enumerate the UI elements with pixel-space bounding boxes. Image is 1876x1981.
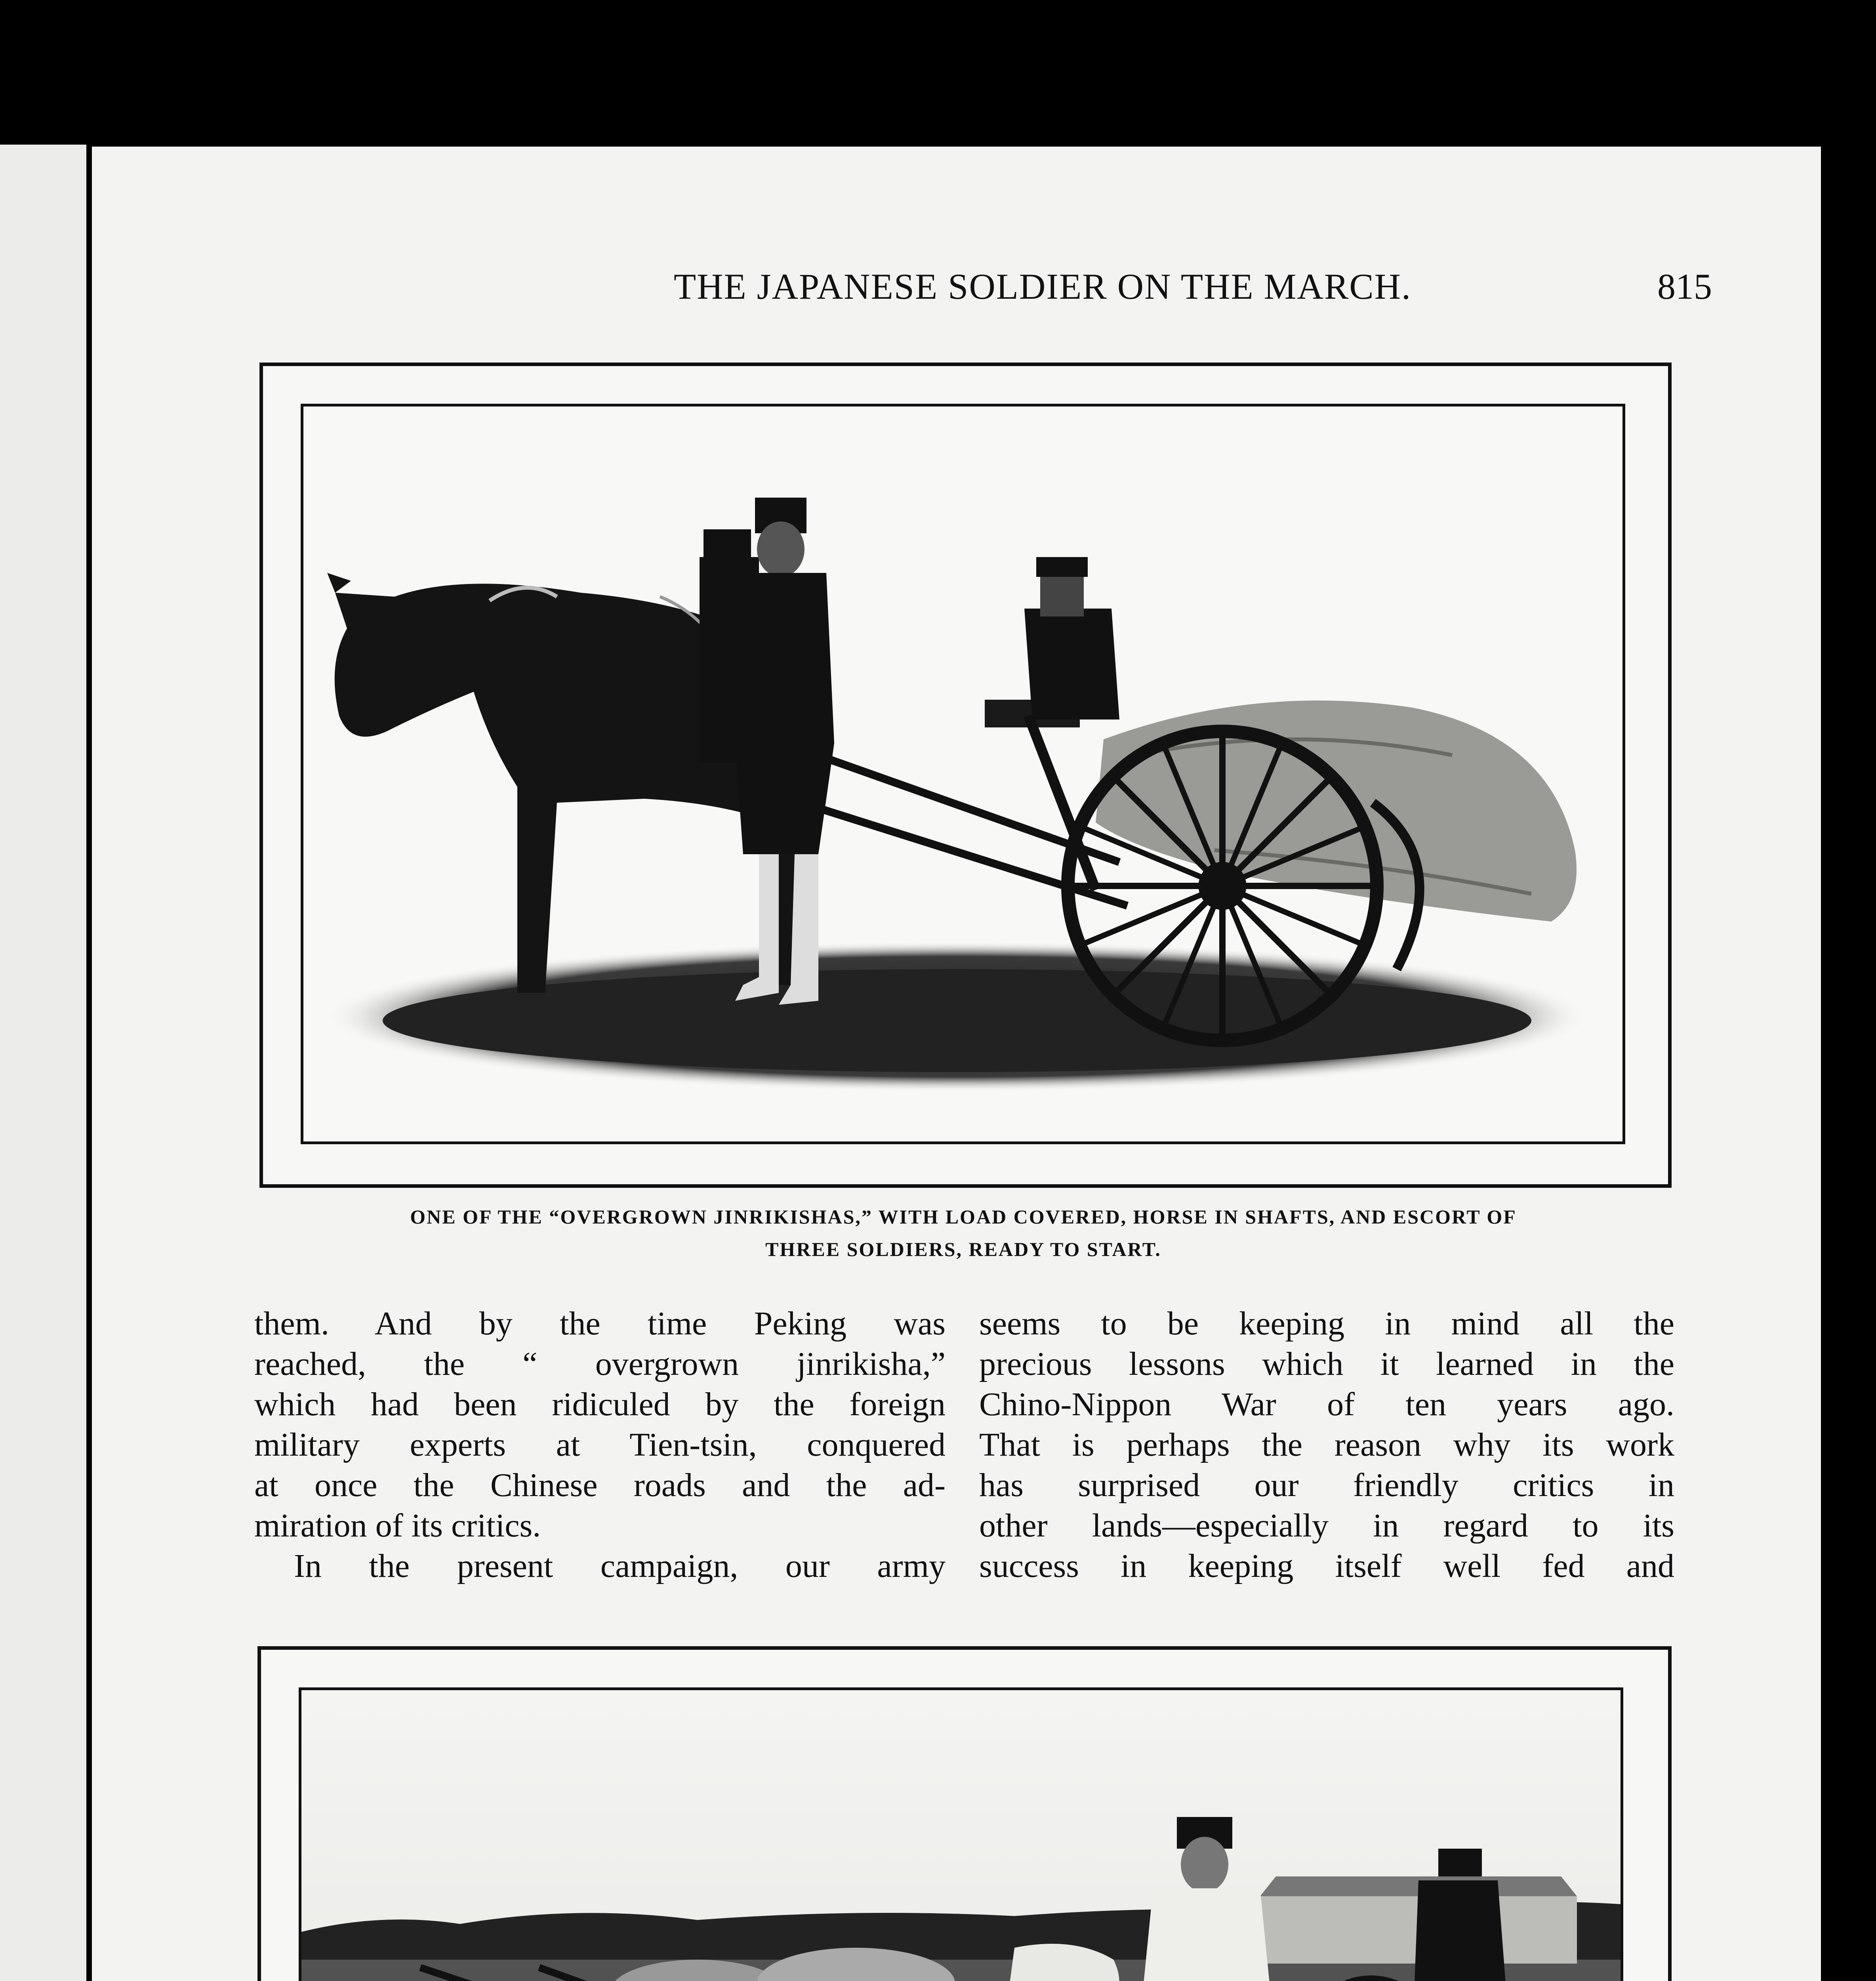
top-photo-caption [242, 1200, 1684, 1265]
bottom-photo-inner-frame [299, 1687, 1623, 1981]
page-number: 815 [1657, 266, 1712, 307]
text-line: In the present campaign, our army [294, 1548, 946, 1584]
text-line: which had been ridiculed by the foreign [254, 1386, 946, 1423]
bottom-photo-frame [257, 1646, 1672, 1981]
text-line: precious lessons which it learned in the [979, 1345, 1674, 1382]
packing-supplies-photo [301, 1690, 1621, 1981]
text-line: military experts at Tien-tsin, conquered [254, 1426, 946, 1463]
text-line: That is perhaps the reason why its work [979, 1426, 1674, 1463]
text-line: has surprised our friendly critics in [979, 1467, 1674, 1504]
text-line: reached, the “ overgrown jinrikisha,” [254, 1345, 946, 1382]
facing-page-edge [0, 145, 86, 1981]
top-photo-inner-frame [301, 404, 1625, 1144]
caption-line: ONE OF THE “OVERGROWN JINRIKISHAS,” WITH LOAD COVERED, HORSE IN SHAFTS, AND ESCORT OF [410, 1206, 1517, 1228]
text-line: them. And by the time Peking was [254, 1305, 946, 1342]
body-left-column [254, 1303, 946, 1586]
cart-wheel [1068, 731, 1377, 1040]
text-line: miration of its critics. [254, 1507, 541, 1544]
top-photo-frame [259, 363, 1672, 1188]
horse-cart-photo [303, 407, 1622, 1141]
text-line: other lands—especially in regard to its [979, 1507, 1674, 1544]
magazine-page [92, 147, 1821, 1981]
text-line: seems to be keeping in mind all the [979, 1305, 1674, 1342]
body-right-column [979, 1303, 1674, 1586]
caption-line: THREE SOLDIERS, READY TO START. [765, 1238, 1161, 1260]
text-line: Chino-Nippon War of ten years ago. [979, 1386, 1674, 1423]
running-head: THE JAPANESE SOLDIER ON THE MARCH. [673, 266, 1412, 307]
text-line: success in keeping itself well fed and [979, 1548, 1674, 1584]
text-line: at once the Chinese roads and the ad- [254, 1467, 946, 1504]
